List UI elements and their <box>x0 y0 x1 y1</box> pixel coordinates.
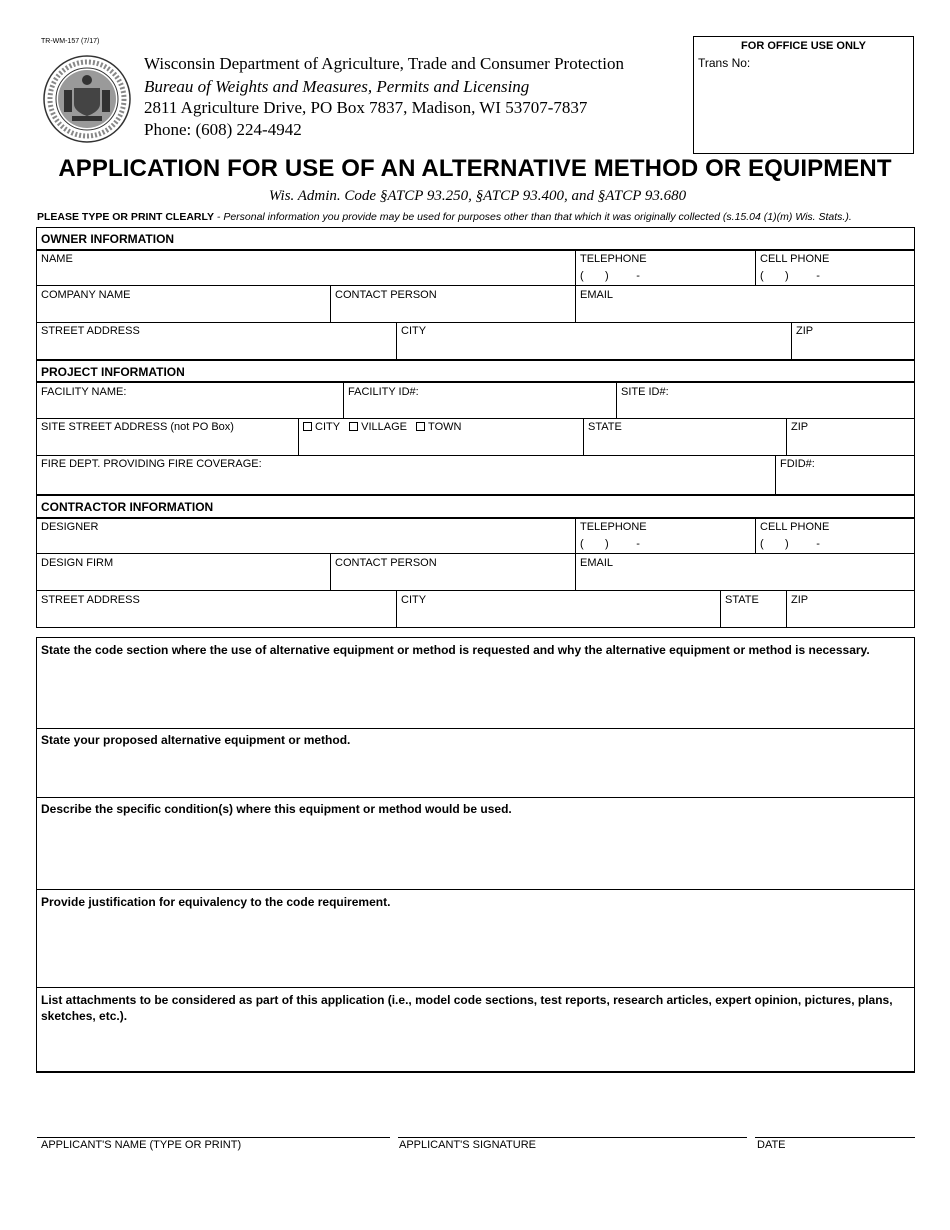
divider <box>343 382 344 419</box>
owner-cell-phone-field[interactable]: CELL PHONE <box>760 253 830 265</box>
divider <box>36 728 915 729</box>
design-firm-field[interactable]: DESIGN FIRM <box>41 557 114 569</box>
owner-contact-person-field[interactable]: CONTACT PERSON <box>335 289 437 301</box>
form-title: APPLICATION FOR USE OF AN ALTERNATIVE METHOD OR EQUIPMENT <box>58 155 892 182</box>
specific-conditions-question[interactable]: Describe the specific condition(s) where this equipment or method would be used. <box>41 802 512 816</box>
contractor-telephone-field[interactable]: TELEPHONE <box>580 521 647 533</box>
divider <box>36 418 915 419</box>
divider <box>575 518 576 554</box>
owner-email-field[interactable]: EMAIL <box>580 289 614 301</box>
contractor-state-field[interactable]: STATE <box>725 594 759 606</box>
facility-id-field[interactable]: FACILITY ID#: <box>348 386 419 398</box>
applicant-name-label: APPLICANT'S NAME (TYPE OR PRINT) <box>41 1139 242 1151</box>
owner-name-field[interactable]: NAME <box>41 253 73 265</box>
option-village[interactable] <box>349 421 407 433</box>
agency-name: Wisconsin Department of Agriculture, Trade and Consumer Protection <box>144 54 624 73</box>
notice-text: - Personal information you provide may be used for purposes other than that which it was originally collected (s.15.04 (1)(m) Wis. Stats.). <box>213 211 852 223</box>
divider <box>396 323 397 359</box>
bureau-name: Bureau of Weights and Measures, Permits and Licensing <box>144 77 530 96</box>
contractor-telephone-format: ( ) - <box>580 538 640 550</box>
divider <box>36 322 915 323</box>
contractor-email-field[interactable]: EMAIL <box>580 557 614 569</box>
owner-section-title: OWNER INFORMATION <box>41 232 175 246</box>
notice-emphasis: PLEASE TYPE OR PRINT CLEARLY <box>37 211 214 223</box>
divider <box>575 286 576 322</box>
applicant-name-line[interactable] <box>37 1137 390 1138</box>
divider <box>786 591 787 628</box>
divider <box>575 250 576 286</box>
divider <box>755 518 756 554</box>
attachments-question[interactable]: List attachments to be considered as part of this application (i.e., model code sections, test reports, research articles, expert opinion, pictures, plans, sketches, etc.). <box>41 993 893 1023</box>
divider <box>786 419 787 456</box>
divider <box>575 554 576 591</box>
owner-telephone-format: ( ) - <box>580 270 640 282</box>
fire-dept-field[interactable]: FIRE DEPT. PROVIDING FIRE COVERAGE: <box>41 458 262 470</box>
owner-zip-field[interactable]: ZIP <box>796 325 814 337</box>
applicant-signature-line[interactable] <box>398 1137 747 1138</box>
trans-no-label: Trans No: <box>698 56 751 70</box>
office-use-box <box>693 36 914 154</box>
divider <box>36 494 915 496</box>
divider <box>755 250 756 286</box>
owner-cell-phone-format: ( ) - <box>760 270 820 282</box>
contractor-cell-phone-format: ( ) - <box>760 538 820 550</box>
divider <box>36 590 915 591</box>
project-section-title: PROJECT INFORMATION <box>41 365 185 379</box>
divider <box>36 987 915 988</box>
town-checkbox[interactable] <box>416 422 425 431</box>
option-city[interactable] <box>303 421 340 433</box>
contractor-city-field[interactable]: CITY <box>401 594 427 606</box>
fdid-field[interactable]: FDID#: <box>780 458 815 470</box>
contractor-contact-person-field[interactable]: CONTACT PERSON <box>335 557 437 569</box>
contractor-zip-field[interactable]: ZIP <box>791 594 809 606</box>
contractor-street-address-field[interactable]: STREET ADDRESS <box>41 594 140 606</box>
designer-field[interactable]: DESIGNER <box>41 521 99 533</box>
code-reference: Wis. Admin. Code §ATCP 93.250, §ATCP 93.400, and §ATCP 93.680 <box>268 188 687 204</box>
agency-phone: Phone: (608) 224-4942 <box>144 120 302 139</box>
divider <box>583 419 584 456</box>
divider <box>36 889 915 890</box>
divider <box>791 323 792 359</box>
divider <box>298 419 299 456</box>
justification-question[interactable]: Provide justification for equivalency to the code requirement. <box>41 895 391 909</box>
option-town[interactable] <box>416 421 461 433</box>
divider <box>36 517 915 519</box>
date-line[interactable] <box>755 1137 915 1138</box>
contractor-cell-phone-field[interactable]: CELL PHONE <box>760 521 830 533</box>
owner-company-name-field[interactable]: COMPANY NAME <box>41 289 131 301</box>
divider <box>36 359 915 361</box>
city-option-label: CITY <box>315 421 341 433</box>
state-seal-logo <box>42 54 132 144</box>
divider <box>36 285 915 286</box>
owner-city-field[interactable]: CITY <box>401 325 427 337</box>
divider <box>330 554 331 591</box>
office-use-title: FOR OFFICE USE ONLY <box>741 40 866 52</box>
site-id-field[interactable]: SITE ID#: <box>621 386 669 398</box>
city-checkbox[interactable] <box>303 422 312 431</box>
applicant-signature-label: APPLICANT'S SIGNATURE <box>399 1139 536 1151</box>
owner-street-address-field[interactable]: STREET ADDRESS <box>41 325 140 337</box>
divider <box>36 381 915 383</box>
form-id: TR-WM-157 (7/17) <box>41 38 100 45</box>
site-state-field[interactable]: STATE <box>588 421 622 433</box>
town-option-label: TOWN <box>428 421 462 433</box>
divider <box>36 553 915 554</box>
agency-address: 2811 Agriculture Drive, PO Box 7837, Madison, WI 53707-7837 <box>144 98 588 117</box>
divider <box>616 382 617 419</box>
proposed-alternative-question[interactable]: State your proposed alternative equipment or method. <box>41 733 351 747</box>
village-checkbox[interactable] <box>349 422 358 431</box>
date-label: DATE <box>757 1139 786 1151</box>
privacy-notice <box>37 211 852 223</box>
code-section-question[interactable]: State the code section where the use of alternative equipment or method is requested and why the alternative equipment or method is necessary. <box>41 643 870 657</box>
contractor-section-title: CONTRACTOR INFORMATION <box>41 500 214 514</box>
divider <box>36 249 915 251</box>
site-zip-field[interactable]: ZIP <box>791 421 809 433</box>
divider <box>775 456 776 495</box>
village-option-label: VILLAGE <box>361 421 407 433</box>
divider <box>330 286 331 322</box>
facility-name-field[interactable]: FACILITY NAME: <box>41 386 127 398</box>
divider <box>720 591 721 628</box>
divider <box>36 455 915 456</box>
divider <box>396 591 397 628</box>
municipality-type-group <box>303 421 467 433</box>
divider <box>36 797 915 798</box>
site-street-address-field[interactable]: SITE STREET ADDRESS (not PO Box) <box>41 421 234 433</box>
owner-telephone-field[interactable]: TELEPHONE <box>580 253 647 265</box>
